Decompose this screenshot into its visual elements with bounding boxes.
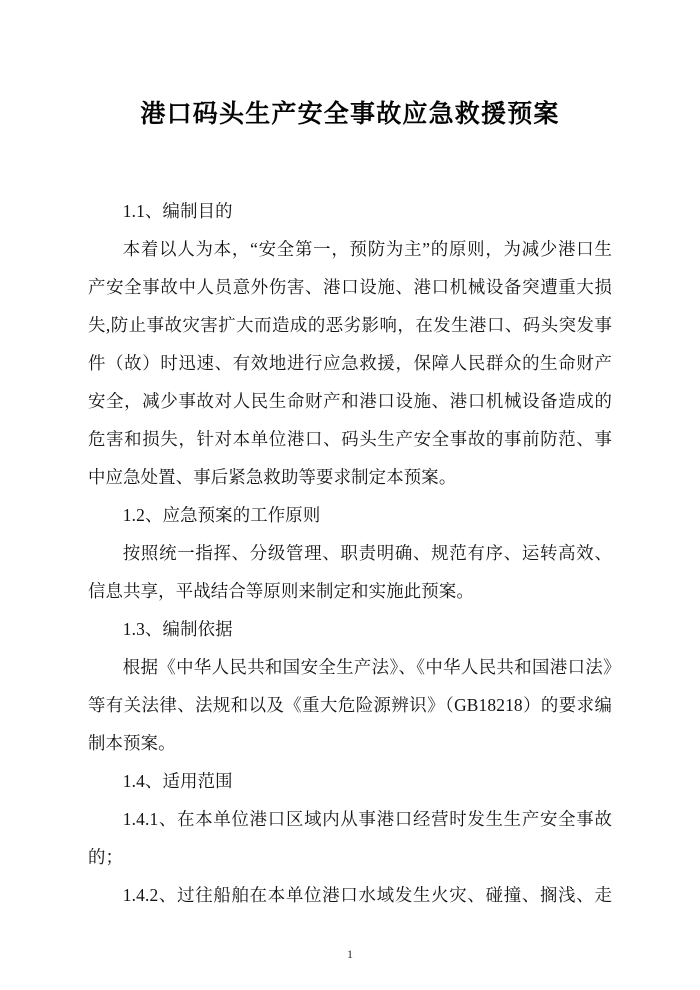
- page-number: 1: [347, 947, 353, 961]
- subsection-1-4-2: 1.4.2、过往船舶在本单位港口水域发生火灾、碰撞、搁浅、走: [122, 885, 612, 905]
- section-body-1-2: 按照统一指挥、分级管理、职责明确、规范有序、运转高效、信息共享，平战结合等原则来制定和实施此预案。: [88, 543, 612, 601]
- section-heading-1-2: 1.2、应急预案的工作原则: [122, 505, 321, 525]
- section-heading-1-4: 1.4、适用范围: [122, 771, 233, 791]
- page-title: 港口码头生产安全事故应急救援预案: [140, 101, 560, 128]
- section-body-1-1: 本着以人为本，“安全第一，预防为主”的原则，为减少港口生产安全事故中人员意外伤害、港口设施、港口机械设备突遭重大损失,防止事故灾害扩大而造成的恶劣影响，在发生港口、码头突发事件（故）时迅速、有效地进行应急救援，保障人民群众的生命财产安全，减少事故对人民生命财产和港口设施、港口机械设备造成的危害和损失，针对本单位港口、码头生产安全事故的事前防范、事中应急处置、事后紧急救助等要求制定本预案。: [88, 239, 612, 487]
- section-heading-1-1: 1.1、编制目的: [122, 201, 233, 221]
- subsection-1-4-1: 1.4.1、在本单位港口区域内从事港口经营时发生生产安全事故的；: [88, 809, 612, 867]
- document-body: [88, 192, 612, 914]
- section-heading-1-3: 1.3、编制依据: [122, 619, 233, 639]
- section-body-1-3: 根据《中华人民共和国安全生产法》、《中华人民共和国港口法》等有关法律、法规和以及《重大危险源辨识》（GB18218）的要求编制本预案。: [88, 657, 612, 753]
